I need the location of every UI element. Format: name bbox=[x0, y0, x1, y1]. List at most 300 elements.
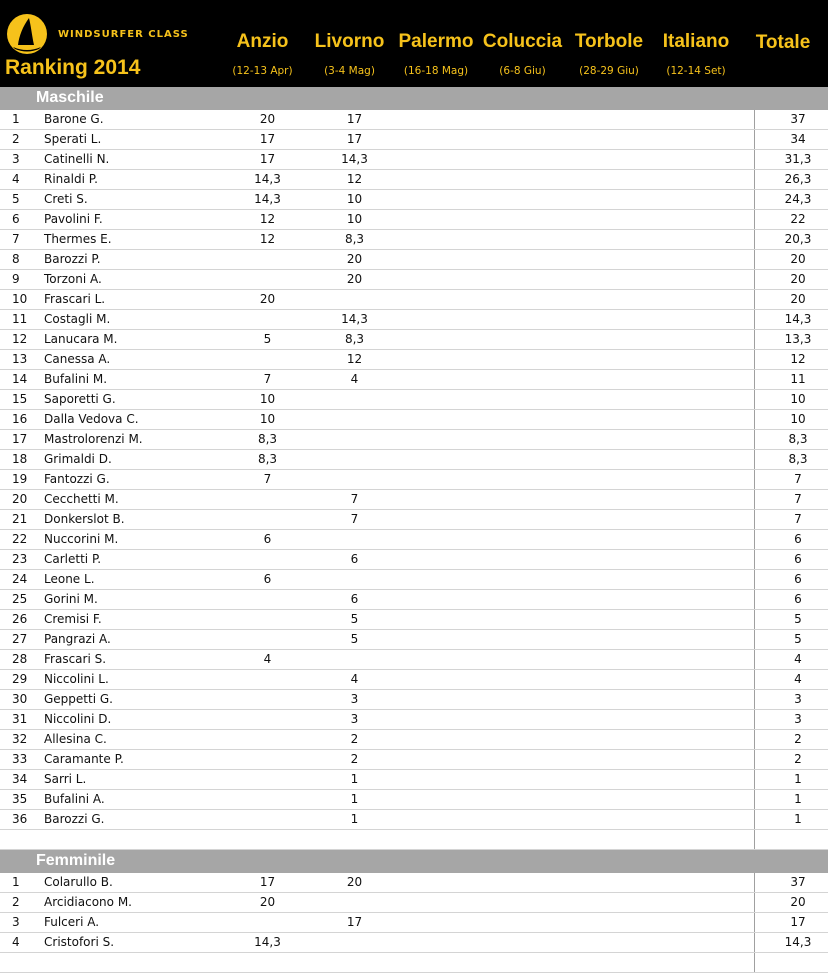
total-points-cell: 26,3 bbox=[755, 170, 828, 190]
total-points-cell: 6 bbox=[755, 570, 828, 590]
ranking-table-femminile bbox=[0, 873, 828, 973]
anzio-points-cell: 20 bbox=[224, 290, 311, 310]
livorno-points-cell: 7 bbox=[311, 490, 398, 510]
livorno-points-cell: 1 bbox=[311, 770, 398, 790]
rank-cell: 26 bbox=[0, 610, 42, 630]
livorno-points-cell: 10 bbox=[311, 190, 398, 210]
empty-events-cell bbox=[576, 390, 755, 410]
section-title: Femminile bbox=[36, 852, 116, 869]
livorno-points-cell: 5 bbox=[311, 630, 398, 650]
anzio-points-cell bbox=[224, 630, 311, 650]
table-row bbox=[0, 530, 828, 550]
rank-cell: 15 bbox=[0, 390, 42, 410]
anzio-points-cell bbox=[224, 770, 311, 790]
total-points-cell: 10 bbox=[755, 390, 828, 410]
total-points-cell: 20 bbox=[755, 250, 828, 270]
anzio-points-cell bbox=[224, 490, 311, 510]
athlete-name-cell: Cecchetti M. bbox=[42, 490, 224, 510]
table-row bbox=[0, 790, 828, 810]
athlete-name-cell: Barone G. bbox=[42, 110, 224, 130]
rank-cell: 8 bbox=[0, 250, 42, 270]
event-header-coluccia bbox=[479, 0, 566, 87]
table-row bbox=[0, 510, 828, 530]
empty-events-cell bbox=[576, 790, 755, 810]
brand-name: WINDSURFER CLASS bbox=[58, 29, 189, 40]
empty-events-cell bbox=[398, 933, 576, 953]
livorno-points-cell: 2 bbox=[311, 730, 398, 750]
table-row bbox=[0, 770, 828, 790]
total-points-cell: 1 bbox=[755, 770, 828, 790]
athlete-name-cell: Allesina C. bbox=[42, 730, 224, 750]
athlete-name-cell: Nuccorini M. bbox=[42, 530, 224, 550]
total-points-cell: 14,3 bbox=[755, 933, 828, 953]
table-row bbox=[0, 630, 828, 650]
empty-events-cell bbox=[576, 430, 755, 450]
event-name: Anzio bbox=[236, 31, 289, 52]
rank-cell: 29 bbox=[0, 670, 42, 690]
total-points-cell: 17 bbox=[755, 913, 828, 933]
athlete-name-cell: Bufalini M. bbox=[42, 370, 224, 390]
rank-cell: 11 bbox=[0, 310, 42, 330]
livorno-points-cell: 8,3 bbox=[311, 330, 398, 350]
anzio-points-cell: 20 bbox=[224, 110, 311, 130]
rank-cell: 1 bbox=[0, 110, 42, 130]
section-header-femminile bbox=[0, 850, 828, 873]
table-row bbox=[0, 350, 828, 370]
total-points-cell: 20 bbox=[755, 270, 828, 290]
table-row bbox=[0, 933, 828, 953]
empty-events-cell bbox=[576, 270, 755, 290]
rank-cell: 13 bbox=[0, 350, 42, 370]
livorno-points-cell: 17 bbox=[311, 110, 398, 130]
table-row bbox=[0, 150, 828, 170]
empty-events-cell bbox=[576, 630, 755, 650]
table-row bbox=[0, 410, 828, 430]
livorno-points-cell: 20 bbox=[311, 270, 398, 290]
total-points-cell: 3 bbox=[755, 690, 828, 710]
livorno-points-cell: 14,3 bbox=[311, 310, 398, 330]
athlete-name-cell: Niccolini L. bbox=[42, 670, 224, 690]
empty-cell bbox=[311, 830, 398, 850]
empty-cell bbox=[0, 830, 42, 850]
total-points-cell: 6 bbox=[755, 530, 828, 550]
anzio-points-cell: 4 bbox=[224, 650, 311, 670]
empty-cell bbox=[576, 830, 755, 850]
empty-events-cell bbox=[576, 933, 755, 953]
athlete-name-cell: Gorini M. bbox=[42, 590, 224, 610]
rank-cell: 2 bbox=[0, 893, 42, 913]
event-date: (16-18 Mag) bbox=[403, 65, 469, 77]
total-points-cell: 8,3 bbox=[755, 450, 828, 470]
total-points-cell: 5 bbox=[755, 610, 828, 630]
rank-cell: 16 bbox=[0, 410, 42, 430]
empty-events-cell bbox=[398, 590, 576, 610]
rank-cell: 3 bbox=[0, 913, 42, 933]
athlete-name-cell: Fantozzi G. bbox=[42, 470, 224, 490]
table-row bbox=[0, 270, 828, 290]
empty-events-cell bbox=[576, 530, 755, 550]
livorno-points-cell: 17 bbox=[311, 913, 398, 933]
athlete-name-cell: Creti S. bbox=[42, 190, 224, 210]
athlete-name-cell: Caramante P. bbox=[42, 750, 224, 770]
athlete-name-cell: Cremisi F. bbox=[42, 610, 224, 630]
athlete-name-cell: Bufalini A. bbox=[42, 790, 224, 810]
empty-events-cell bbox=[398, 430, 576, 450]
total-points-cell: 3 bbox=[755, 710, 828, 730]
athlete-name-cell: Saporetti G. bbox=[42, 390, 224, 410]
total-points-cell: 7 bbox=[755, 510, 828, 530]
athlete-name-cell: Arcidiacono M. bbox=[42, 893, 224, 913]
total-points-cell: 8,3 bbox=[755, 430, 828, 450]
table-row bbox=[0, 650, 828, 670]
livorno-points-cell bbox=[311, 290, 398, 310]
livorno-points-cell: 5 bbox=[311, 610, 398, 630]
empty-events-cell bbox=[398, 190, 576, 210]
empty-cell bbox=[42, 830, 224, 850]
table-row bbox=[0, 330, 828, 350]
empty-events-cell bbox=[398, 530, 576, 550]
livorno-points-cell: 12 bbox=[311, 170, 398, 190]
anzio-points-cell: 10 bbox=[224, 390, 311, 410]
total-points-cell: 5 bbox=[755, 630, 828, 650]
windsurfer-logo-icon bbox=[7, 14, 47, 54]
section-header-maschile bbox=[0, 87, 828, 110]
empty-events-cell bbox=[398, 370, 576, 390]
empty-events-cell bbox=[398, 893, 576, 913]
empty-cell bbox=[224, 830, 311, 850]
rank-cell: 19 bbox=[0, 470, 42, 490]
total-points-cell: 13,3 bbox=[755, 330, 828, 350]
rank-cell: 9 bbox=[0, 270, 42, 290]
rank-cell: 24 bbox=[0, 570, 42, 590]
empty-events-cell bbox=[576, 350, 755, 370]
athlete-name-cell: Pangrazi A. bbox=[42, 630, 224, 650]
anzio-points-cell bbox=[224, 270, 311, 290]
anzio-points-cell bbox=[224, 750, 311, 770]
total-points-cell: 2 bbox=[755, 730, 828, 750]
empty-events-cell bbox=[398, 230, 576, 250]
table-row bbox=[0, 873, 828, 893]
table-row bbox=[0, 310, 828, 330]
event-header-torbole bbox=[566, 0, 652, 87]
livorno-points-cell: 10 bbox=[311, 210, 398, 230]
empty-cell bbox=[755, 830, 828, 850]
empty-events-cell bbox=[398, 730, 576, 750]
athlete-name-cell: Cristofori S. bbox=[42, 933, 224, 953]
table-row bbox=[0, 230, 828, 250]
anzio-points-cell bbox=[224, 610, 311, 630]
empty-events-cell bbox=[398, 550, 576, 570]
total-points-cell: 4 bbox=[755, 650, 828, 670]
total-points-cell: 34 bbox=[755, 130, 828, 150]
table-row bbox=[0, 893, 828, 913]
livorno-points-cell: 3 bbox=[311, 690, 398, 710]
rank-cell: 14 bbox=[0, 370, 42, 390]
event-header-livorno bbox=[306, 0, 393, 87]
anzio-points-cell: 7 bbox=[224, 470, 311, 490]
athlete-name-cell: Catinelli N. bbox=[42, 150, 224, 170]
empty-cell bbox=[398, 830, 576, 850]
spacer-row bbox=[0, 953, 828, 973]
table-row bbox=[0, 170, 828, 190]
anzio-points-cell: 20 bbox=[224, 893, 311, 913]
athlete-name-cell: Mastrolorenzi M. bbox=[42, 430, 224, 450]
table-row bbox=[0, 370, 828, 390]
rank-cell: 5 bbox=[0, 190, 42, 210]
athlete-name-cell: Frascari S. bbox=[42, 650, 224, 670]
table-row bbox=[0, 610, 828, 630]
anzio-points-cell: 8,3 bbox=[224, 430, 311, 450]
empty-events-cell bbox=[398, 270, 576, 290]
table-body bbox=[0, 110, 828, 850]
empty-events-cell bbox=[398, 110, 576, 130]
table-row bbox=[0, 110, 828, 130]
anzio-points-cell: 6 bbox=[224, 570, 311, 590]
empty-events-cell bbox=[576, 510, 755, 530]
empty-events-cell bbox=[398, 330, 576, 350]
livorno-points-cell: 3 bbox=[311, 710, 398, 730]
livorno-points-cell: 4 bbox=[311, 670, 398, 690]
empty-events-cell bbox=[576, 330, 755, 350]
table-row bbox=[0, 390, 828, 410]
empty-events-cell bbox=[576, 450, 755, 470]
anzio-points-cell bbox=[224, 250, 311, 270]
empty-events-cell bbox=[398, 690, 576, 710]
livorno-points-cell: 8,3 bbox=[311, 230, 398, 250]
empty-events-cell bbox=[398, 650, 576, 670]
empty-cell bbox=[0, 953, 42, 973]
empty-events-cell bbox=[398, 310, 576, 330]
anzio-points-cell bbox=[224, 730, 311, 750]
total-points-cell: 6 bbox=[755, 590, 828, 610]
empty-events-cell bbox=[398, 130, 576, 150]
livorno-points-cell bbox=[311, 390, 398, 410]
anzio-points-cell: 12 bbox=[224, 230, 311, 250]
empty-cell bbox=[311, 953, 398, 973]
athlete-name-cell: Lanucara M. bbox=[42, 330, 224, 350]
rank-cell: 4 bbox=[0, 170, 42, 190]
rank-cell: 30 bbox=[0, 690, 42, 710]
rank-cell: 6 bbox=[0, 210, 42, 230]
event-date: (12-13 Apr) bbox=[232, 65, 293, 77]
empty-events-cell bbox=[398, 770, 576, 790]
empty-events-cell bbox=[398, 570, 576, 590]
empty-events-cell bbox=[576, 110, 755, 130]
table-row bbox=[0, 490, 828, 510]
rank-cell: 28 bbox=[0, 650, 42, 670]
athlete-name-cell: Rinaldi P. bbox=[42, 170, 224, 190]
rank-cell: 35 bbox=[0, 790, 42, 810]
empty-events-cell bbox=[398, 810, 576, 830]
empty-events-cell bbox=[576, 770, 755, 790]
empty-events-cell bbox=[398, 470, 576, 490]
livorno-points-cell: 12 bbox=[311, 350, 398, 370]
rank-cell: 21 bbox=[0, 510, 42, 530]
empty-events-cell bbox=[398, 410, 576, 430]
anzio-points-cell bbox=[224, 790, 311, 810]
athlete-name-cell: Canessa A. bbox=[42, 350, 224, 370]
empty-events-cell bbox=[576, 230, 755, 250]
empty-events-cell bbox=[576, 750, 755, 770]
livorno-points-cell bbox=[311, 430, 398, 450]
spacer-row bbox=[0, 830, 828, 850]
empty-events-cell bbox=[576, 190, 755, 210]
table-row bbox=[0, 670, 828, 690]
total-points-cell: 20 bbox=[755, 290, 828, 310]
athlete-name-cell: Barozzi P. bbox=[42, 250, 224, 270]
table-row bbox=[0, 710, 828, 730]
empty-cell bbox=[755, 953, 828, 973]
table-row bbox=[0, 590, 828, 610]
livorno-points-cell: 20 bbox=[311, 873, 398, 893]
total-points-cell: 22 bbox=[755, 210, 828, 230]
anzio-points-cell bbox=[224, 670, 311, 690]
rank-cell: 4 bbox=[0, 933, 42, 953]
table-row bbox=[0, 250, 828, 270]
rank-cell: 7 bbox=[0, 230, 42, 250]
livorno-points-cell bbox=[311, 933, 398, 953]
table-row bbox=[0, 430, 828, 450]
event-date: (28-29 Giu) bbox=[579, 65, 639, 77]
total-points-cell: 20,3 bbox=[755, 230, 828, 250]
ranking-header bbox=[0, 0, 828, 87]
athlete-name-cell: Sperati L. bbox=[42, 130, 224, 150]
livorno-points-cell bbox=[311, 410, 398, 430]
athlete-name-cell: Geppetti G. bbox=[42, 690, 224, 710]
rank-cell: 1 bbox=[0, 873, 42, 893]
athlete-name-cell: Colarullo B. bbox=[42, 873, 224, 893]
event-name: Livorno bbox=[314, 31, 385, 52]
livorno-points-cell: 1 bbox=[311, 810, 398, 830]
empty-events-cell bbox=[398, 210, 576, 230]
empty-events-cell bbox=[576, 250, 755, 270]
athlete-name-cell: Donkerslot B. bbox=[42, 510, 224, 530]
event-name: Italiano bbox=[662, 31, 730, 52]
anzio-points-cell: 17 bbox=[224, 873, 311, 893]
rank-cell: 33 bbox=[0, 750, 42, 770]
empty-events-cell bbox=[576, 550, 755, 570]
empty-cell bbox=[576, 953, 755, 973]
livorno-points-cell bbox=[311, 470, 398, 490]
empty-events-cell bbox=[576, 170, 755, 190]
athlete-name-cell: Pavolini F. bbox=[42, 210, 224, 230]
livorno-points-cell: 20 bbox=[311, 250, 398, 270]
total-points-cell: 11 bbox=[755, 370, 828, 390]
event-header-palermo bbox=[393, 0, 479, 87]
total-points-cell: 10 bbox=[755, 410, 828, 430]
table-row bbox=[0, 570, 828, 590]
anzio-points-cell bbox=[224, 510, 311, 530]
empty-events-cell bbox=[576, 470, 755, 490]
total-points-cell: 20 bbox=[755, 893, 828, 913]
anzio-points-cell: 12 bbox=[224, 210, 311, 230]
athlete-name-cell: Torzoni A. bbox=[42, 270, 224, 290]
empty-events-cell bbox=[398, 150, 576, 170]
anzio-points-cell: 17 bbox=[224, 150, 311, 170]
total-points-cell: 7 bbox=[755, 490, 828, 510]
athlete-name-cell: Barozzi G. bbox=[42, 810, 224, 830]
empty-events-cell bbox=[576, 150, 755, 170]
ranking-table-maschile bbox=[0, 110, 828, 850]
table-row bbox=[0, 750, 828, 770]
table-row bbox=[0, 810, 828, 830]
empty-events-cell bbox=[398, 450, 576, 470]
anzio-points-cell bbox=[224, 550, 311, 570]
rank-cell: 18 bbox=[0, 450, 42, 470]
empty-events-cell bbox=[576, 650, 755, 670]
table-row bbox=[0, 470, 828, 490]
empty-events-cell bbox=[398, 290, 576, 310]
anzio-points-cell bbox=[224, 810, 311, 830]
total-points-cell: 31,3 bbox=[755, 150, 828, 170]
rank-cell: 27 bbox=[0, 630, 42, 650]
event-name: Torbole bbox=[574, 31, 644, 52]
livorno-points-cell bbox=[311, 530, 398, 550]
event-header-italiano bbox=[652, 0, 740, 87]
rank-cell: 20 bbox=[0, 490, 42, 510]
empty-events-cell bbox=[576, 690, 755, 710]
table-row bbox=[0, 550, 828, 570]
anzio-points-cell: 14,3 bbox=[224, 933, 311, 953]
livorno-points-cell: 1 bbox=[311, 790, 398, 810]
anzio-points-cell: 5 bbox=[224, 330, 311, 350]
athlete-name-cell: Carletti P. bbox=[42, 550, 224, 570]
empty-events-cell bbox=[576, 893, 755, 913]
athlete-name-cell: Leone L. bbox=[42, 570, 224, 590]
total-points-cell: 37 bbox=[755, 873, 828, 893]
page-title: Ranking 2014 bbox=[5, 56, 141, 79]
empty-events-cell bbox=[576, 410, 755, 430]
table-row bbox=[0, 690, 828, 710]
empty-events-cell bbox=[576, 710, 755, 730]
event-date: (3-4 Mag) bbox=[324, 65, 375, 77]
rank-cell: 22 bbox=[0, 530, 42, 550]
event-header-anzio bbox=[219, 0, 306, 87]
rank-cell: 36 bbox=[0, 810, 42, 830]
table-row bbox=[0, 130, 828, 150]
event-date: (6-8 Giu) bbox=[499, 65, 546, 77]
empty-events-cell bbox=[398, 913, 576, 933]
total-points-cell: 12 bbox=[755, 350, 828, 370]
anzio-points-cell bbox=[224, 710, 311, 730]
athlete-name-cell: Grimaldi D. bbox=[42, 450, 224, 470]
empty-cell bbox=[42, 953, 224, 973]
anzio-points-cell bbox=[224, 913, 311, 933]
empty-events-cell bbox=[398, 510, 576, 530]
anzio-points-cell: 8,3 bbox=[224, 450, 311, 470]
rank-cell: 12 bbox=[0, 330, 42, 350]
event-name: Coluccia bbox=[482, 31, 563, 52]
livorno-points-cell: 2 bbox=[311, 750, 398, 770]
empty-events-cell bbox=[576, 590, 755, 610]
athlete-name-cell: Thermes E. bbox=[42, 230, 224, 250]
anzio-points-cell: 6 bbox=[224, 530, 311, 550]
anzio-points-cell bbox=[224, 310, 311, 330]
athlete-name-cell: Costagli M. bbox=[42, 310, 224, 330]
empty-events-cell bbox=[398, 750, 576, 770]
total-points-cell: 37 bbox=[755, 110, 828, 130]
empty-events-cell bbox=[576, 873, 755, 893]
anzio-points-cell: 14,3 bbox=[224, 190, 311, 210]
empty-events-cell bbox=[576, 130, 755, 150]
athlete-name-cell: Frascari L. bbox=[42, 290, 224, 310]
anzio-points-cell bbox=[224, 590, 311, 610]
rank-cell: 34 bbox=[0, 770, 42, 790]
empty-events-cell bbox=[576, 570, 755, 590]
livorno-points-cell: 4 bbox=[311, 370, 398, 390]
total-points-cell: 24,3 bbox=[755, 190, 828, 210]
anzio-points-cell bbox=[224, 690, 311, 710]
